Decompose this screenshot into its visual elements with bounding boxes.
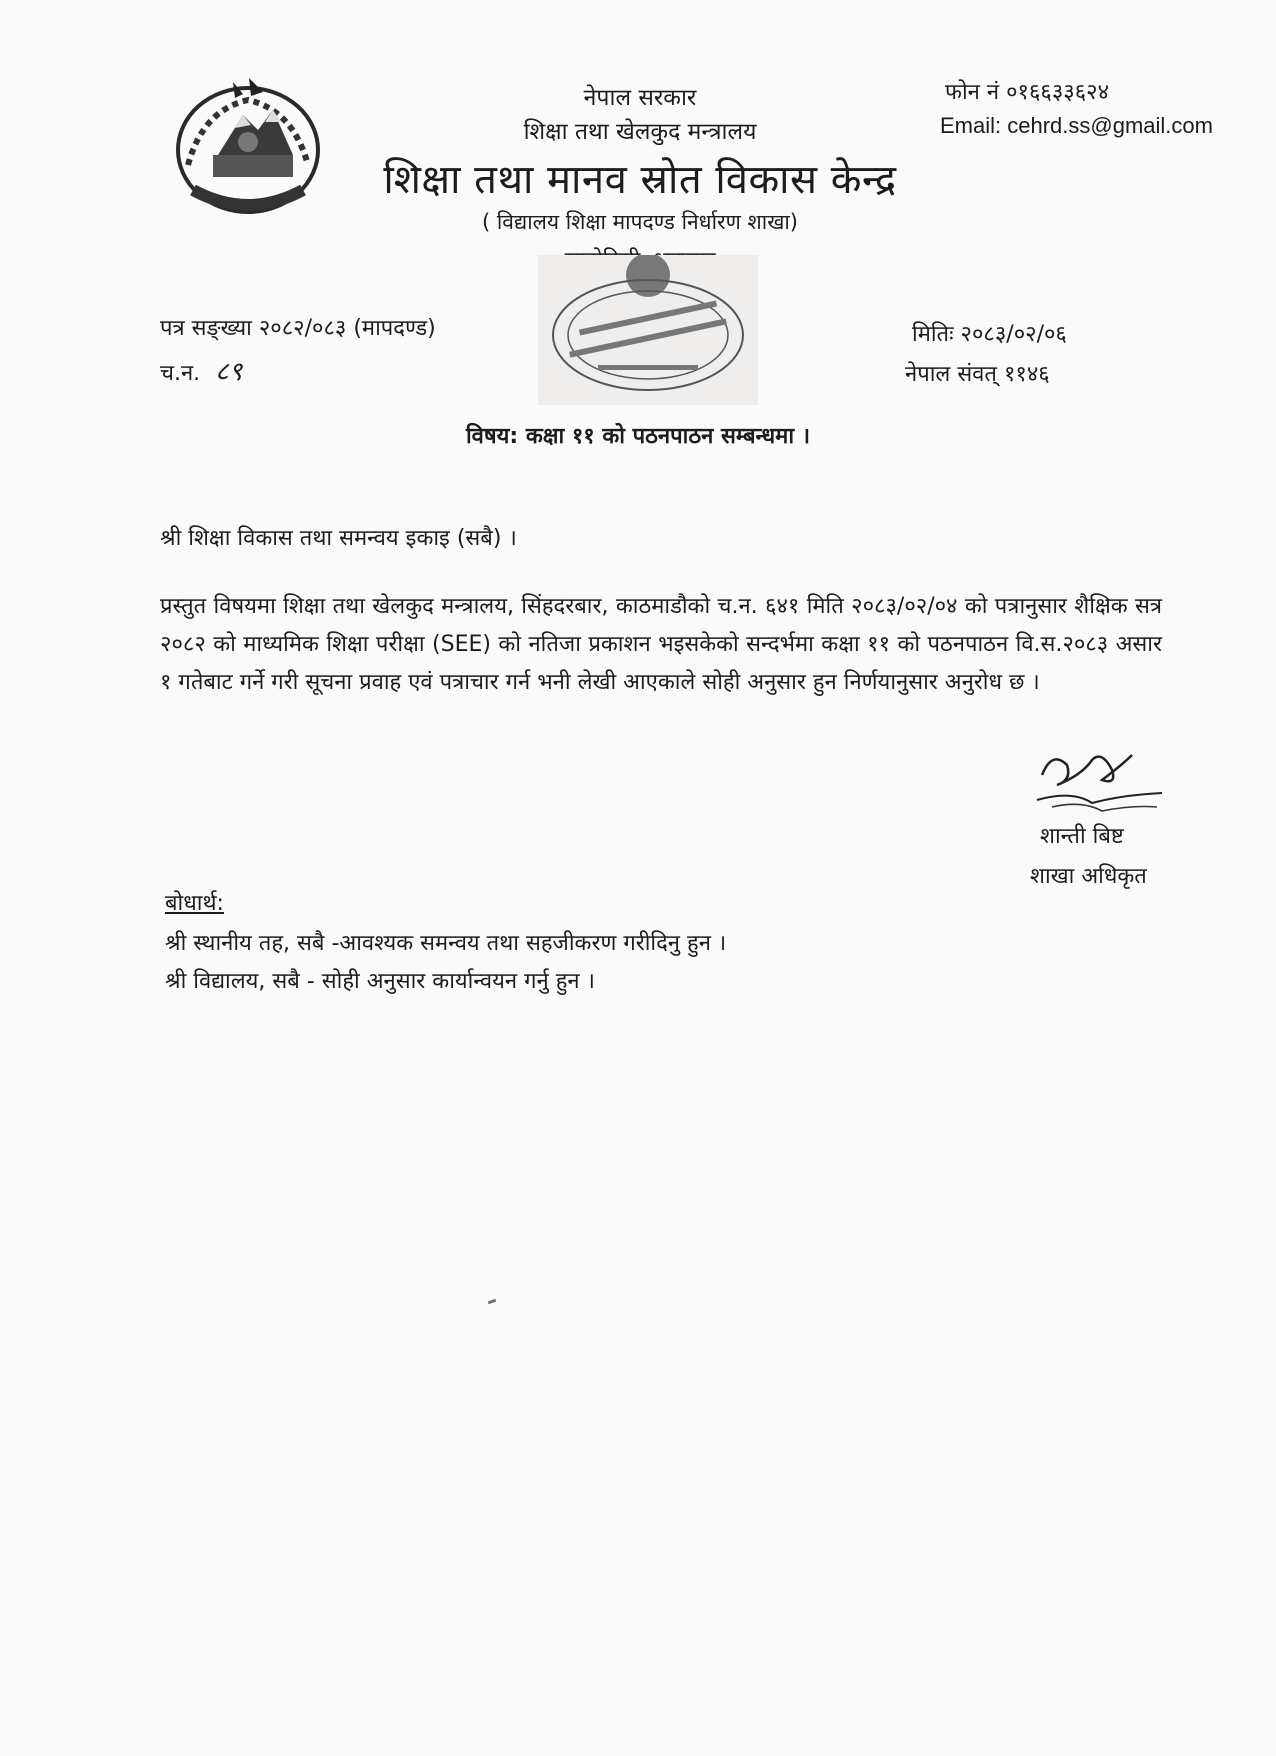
office-stamp-icon bbox=[538, 255, 758, 405]
letter-body: प्रस्तुत विषयमा शिक्षा तथा खेलकुद मन्त्रालय, सिंहदरबार, काठमाडौको च.न. ६४१ मिति २०८३/०२/०४ को पत्रानुसार शैक्षिक सत्र २०८२ को माध्यमिक शिक्षा परीक्षा (SEE) को नतिजा प्रकाशन भइसकेको सन्दर्भमा कक्षा ११ को पठनपाठन वि.स.२०८३ असार १ गतेबाट गर्ने गरी सूचना प्रवाह एवं पत्राचार गर्न भनी लेखी आएकाले सोही अनुसार हुन निर्णयानुसार अनुरोध छ । bbox=[160, 594, 1162, 695]
signatory-title: शाखा अधिकृत bbox=[1030, 864, 1147, 889]
nepal-emblem-icon bbox=[163, 70, 333, 220]
cc-item: श्री स्थानीय तह, सबै -आवश्यक समन्वय तथा सहजीकरण गरीदिनु हुन । bbox=[165, 931, 727, 956]
dispatch-value: ८९ bbox=[215, 357, 243, 387]
signatory-name: शान्ती बिष्ट bbox=[1040, 824, 1124, 849]
center-name: शिक्षा तथा मानव स्रोत विकास केन्द्र bbox=[383, 157, 897, 203]
phone-number: फोन नं ०१६६३३६२४ bbox=[945, 80, 1110, 105]
letter-number: पत्र सङ्ख्या २०८२/०८३ (मापदण्ड) bbox=[160, 316, 436, 341]
government-name: नेपाल सरकार bbox=[583, 85, 697, 111]
letter-subject: विषय: कक्षा ११ को पठनपाठन सम्बन्धमा । bbox=[465, 424, 811, 449]
nepal-samvat-date: नेपाल संवत् ११४६ bbox=[905, 362, 1050, 387]
ministry-name: शिक्षा तथा खेलकुद मन्त्रालय bbox=[523, 119, 757, 145]
letter-date: मितिः २०८३/०२/०६ bbox=[912, 322, 1067, 347]
handwritten-signature-icon bbox=[1032, 745, 1172, 830]
paper-speck bbox=[488, 1299, 497, 1305]
dispatch-number bbox=[160, 352, 242, 388]
cc-heading: बोधार्थ: bbox=[165, 891, 224, 916]
cc-item: श्री विद्यालय, सबै - सोही अनुसार कार्यान्वयन गर्नु हुन । bbox=[165, 969, 595, 994]
email-address: Email: cehrd.ss@gmail.com bbox=[940, 113, 1213, 138]
dispatch-label: च.न. bbox=[160, 361, 201, 386]
branch-name: ( विद्यालय शिक्षा मापदण्ड निर्धारण शाखा) bbox=[481, 210, 799, 234]
recipient: श्री शिक्षा विकास तथा समन्वय इकाइ (सबै) । bbox=[160, 526, 517, 551]
